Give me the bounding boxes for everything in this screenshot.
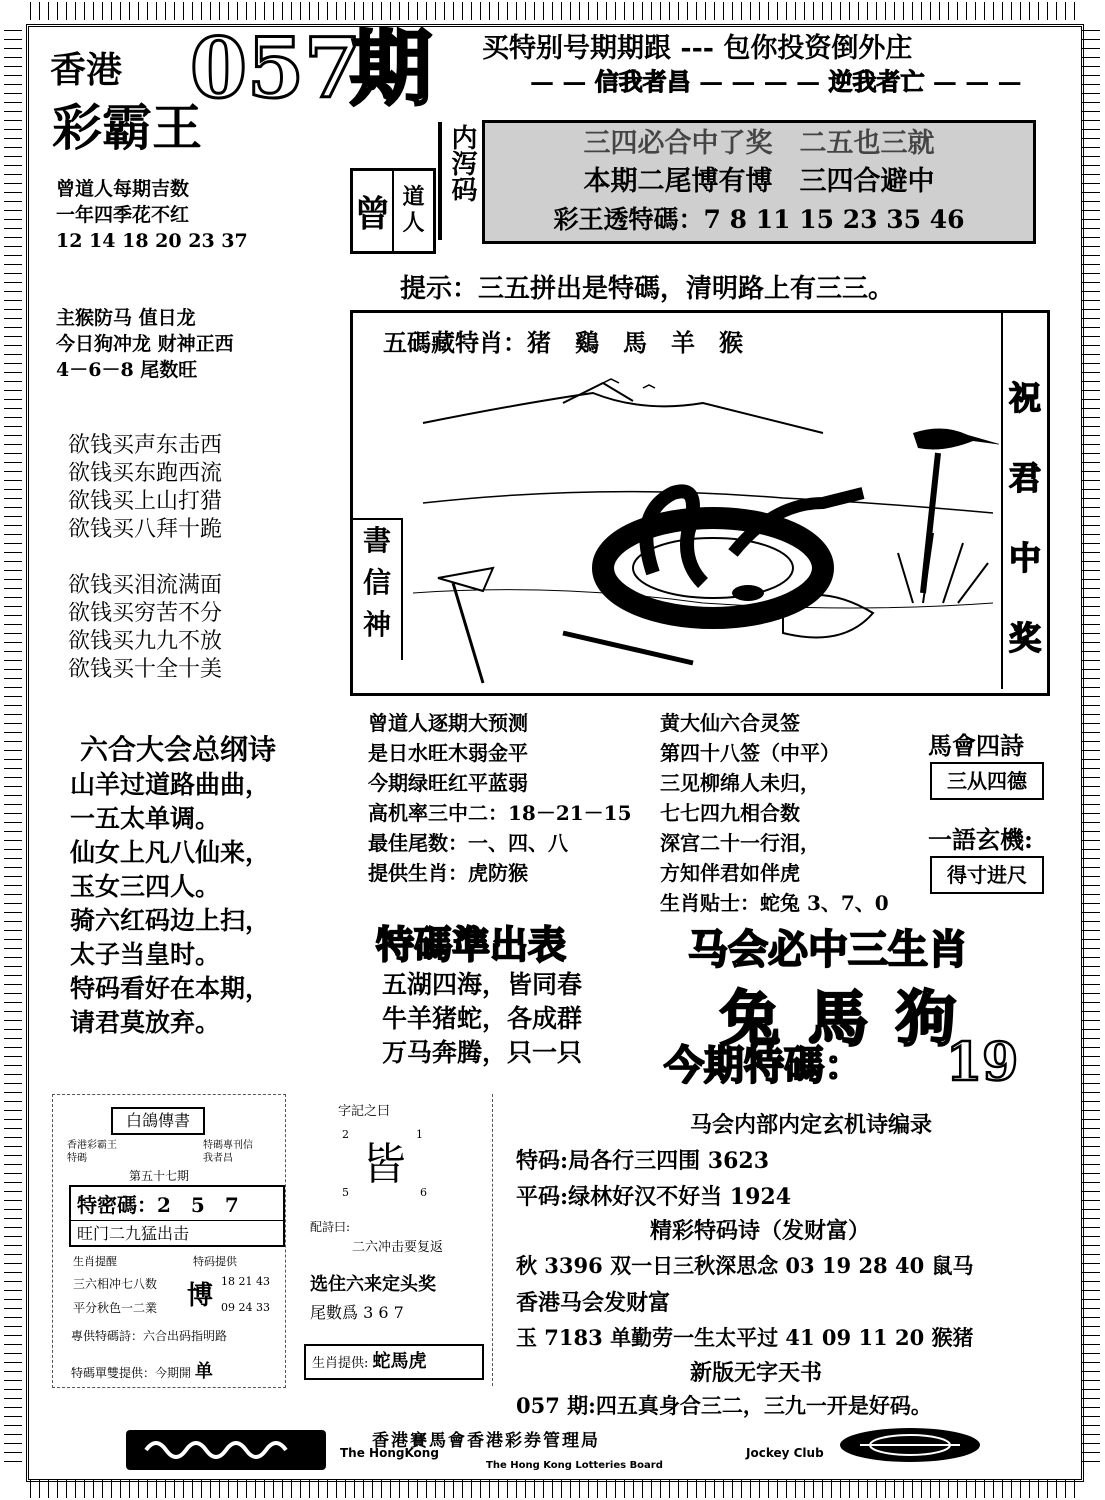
character-num: 5 xyxy=(342,1186,349,1199)
ticket-codes-line-1: 18 21 43 xyxy=(221,1275,270,1288)
seal-right-top: 道 xyxy=(402,185,425,210)
ticket-footer-2-value: 单 xyxy=(194,1361,213,1382)
character-num: 6 xyxy=(420,1186,427,1199)
oracle-line: 生肖贴士：蛇兔 3、7、0 xyxy=(660,891,889,915)
picture-box xyxy=(350,310,1050,696)
ticket-footer-1: 專供特碼詩：六合出码指明路 xyxy=(71,1329,228,1343)
internal-special: 特码:局各行三四围 3623 xyxy=(516,1148,770,1174)
bottom-border-ticks xyxy=(30,1480,1075,1498)
special-number-label: 今期特碼： xyxy=(664,1042,864,1089)
internal-sub-title-2: 新版无字天书 xyxy=(690,1360,823,1386)
ticket-special-value: 2 5 7 xyxy=(157,1193,239,1217)
ticket-code-label: 特码提供 xyxy=(193,1255,237,1268)
poem-line: 玉女三四人。 xyxy=(70,872,221,901)
prediction-block xyxy=(368,708,632,888)
oneword-value: 得寸进尺 xyxy=(930,856,1044,894)
ticket-big-char: 博 xyxy=(187,1281,214,1311)
riddle-line: 欲钱买八拜十跪 xyxy=(68,517,223,542)
horse-poem-title: 馬會四詩 xyxy=(928,731,1024,760)
picture-caption: 五碼藏特肖：猪 鷄 馬 羊 猴 xyxy=(383,328,743,357)
seal-stamp xyxy=(350,168,436,254)
seal-left-char: 曾 xyxy=(353,171,394,251)
poem-line: 仙女上凡八仙来， xyxy=(70,838,271,867)
ticket-zodiac-line-1: 三六相冲七八数 xyxy=(73,1277,158,1291)
right-side-char: 中 xyxy=(1009,539,1042,577)
ticket-phrase: 旺门二九猛出击 xyxy=(71,1220,283,1244)
ticket-left-note: 香港彩霸王特碼 xyxy=(67,1140,117,1164)
prediction-line: 高机率三中二：18－21－15 xyxy=(368,801,632,825)
character-num: 1 xyxy=(416,1128,423,1141)
tail-label: 尾數爲 xyxy=(310,1303,359,1322)
right-side-char: 君 xyxy=(1009,459,1042,497)
inner-code-label: 内泻码 xyxy=(447,124,477,202)
ticket-zodiac-line-2: 平分秋色一二業 xyxy=(73,1301,158,1315)
slogan-2-right: 逆我者亡 xyxy=(828,67,925,96)
issue-suffix: 期 xyxy=(350,21,433,117)
jockey-pick-zodiacs: 兔馬狗 xyxy=(720,985,984,1055)
left-line: 一年四季花不红 xyxy=(56,204,190,226)
prediction-line: 是日水旺木弱金平 xyxy=(368,741,528,765)
seal-right-bottom: 人 xyxy=(402,211,425,236)
money-riddle-block-2 xyxy=(68,572,222,684)
poem-line: 一五太单调。 xyxy=(70,804,221,833)
ticket-card xyxy=(52,1094,286,1388)
ticket-codes-line-2: 09 24 33 xyxy=(221,1301,270,1314)
internal-line-4: 057 期:四五真身合三二，三九一开是好码。 xyxy=(516,1393,932,1418)
jockey-logo-right xyxy=(840,1428,980,1462)
jockey-logo-left xyxy=(126,1430,326,1470)
ticket-zodiac-label: 生肖提醒 xyxy=(73,1255,117,1268)
inner-code-line-3: 彩王透特碼：7 8 11 15 23 35 46 xyxy=(553,205,965,234)
zodiac-provide-value: 蛇馬虎 xyxy=(372,1351,427,1372)
ticket-right-note: 特碼專刊信我者昌 xyxy=(203,1140,253,1164)
internal-line-1: 秋 3396 双一日三秋深思念 03 19 28 40 鼠马 xyxy=(516,1253,974,1278)
character-note-title: 字記之曰 xyxy=(338,1104,391,1119)
zodiac-provide-label: 生肖提供: xyxy=(312,1356,369,1371)
oracle-line: 第四十八签（中平） xyxy=(660,741,840,765)
oracle-line: 深宫二十一行泪， xyxy=(660,831,820,855)
special-table-line: 五湖四海，皆同春 xyxy=(382,970,583,999)
left-line: 4－6－8 尾数旺 xyxy=(56,359,198,381)
oracle-line: 方知伴君如伴虎 xyxy=(660,861,800,885)
character-poem-label: 配詩曰: xyxy=(310,1220,351,1234)
ticket-header: 白鴿傳書 xyxy=(111,1107,205,1135)
left-border-ticks xyxy=(4,30,22,1470)
footer-en-right: Jockey Club xyxy=(746,1446,824,1460)
brand-top: 香港 xyxy=(50,49,123,91)
internal-title: 马会内部内定玄机诗编录 xyxy=(690,1112,933,1138)
left-side-text: 書 信 神 xyxy=(362,524,391,641)
internal-sub-title: 精彩特码诗（发财富） xyxy=(650,1218,871,1244)
inner-code-line-1: 三四必合中了奖 二五也三就 xyxy=(583,128,935,159)
jockey-pick-title: 马会必中三生肖 xyxy=(688,926,968,973)
horse-poem-value: 三从四德 xyxy=(930,762,1044,800)
ticket-special-box xyxy=(69,1185,285,1247)
oracle-line: 黄大仙六合灵签 xyxy=(660,711,800,735)
ticket-footer-2-label: 特碼單雙提供：今期開 xyxy=(71,1366,192,1380)
poem-title: 六合大会总纲诗 xyxy=(80,733,277,766)
poem-body xyxy=(70,768,270,1040)
special-table-body xyxy=(382,968,582,1070)
left-line: 主猴防马 值日龙 xyxy=(56,307,196,329)
poem-line: 请君莫放弃。 xyxy=(70,1008,221,1037)
riddle-line: 欲钱买十全十美 xyxy=(68,657,223,682)
logo-swirl-icon xyxy=(126,1430,326,1470)
ticket-issue: 第五十七期 xyxy=(129,1169,190,1183)
oracle-line: 三见柳绵人未归， xyxy=(660,771,820,795)
tail-value: 3 6 7 xyxy=(363,1303,404,1322)
riddle-line: 欲钱买声东击西 xyxy=(68,433,223,458)
pick-title: 选住六来定头奖 xyxy=(310,1274,436,1295)
character-big: 皆 xyxy=(362,1139,406,1190)
ticket-special-label: 特密碼： xyxy=(77,1193,157,1217)
oracle-line: 七七四九相合数 xyxy=(660,801,800,825)
poem-line: 特码看好在本期， xyxy=(70,974,271,1003)
left-line: 今日狗冲龙 财神正西 xyxy=(56,333,234,355)
oneword-title: 一語玄機: xyxy=(928,825,1033,854)
riddle-line: 欲钱买东跑西流 xyxy=(68,461,223,486)
prediction-line: 最佳尾数：一、四、八 xyxy=(368,831,568,855)
riddle-line: 欲钱买九九不放 xyxy=(68,629,223,654)
poem-line: 太子当皇时。 xyxy=(70,940,221,969)
character-note xyxy=(296,1094,493,1386)
internal-line-3: 玉 7183 单勤劳一生太平过 41 09 11 20 猴猪 xyxy=(516,1325,974,1350)
footer-en-left: The HongKong xyxy=(340,1446,439,1460)
left-line: 12 14 18 20 23 37 xyxy=(56,230,248,252)
prediction-line: 曾道人逐期大预测 xyxy=(368,711,528,735)
top-border-ticks xyxy=(30,2,1075,20)
right-side-label xyxy=(1001,313,1047,689)
oracle-block xyxy=(660,708,889,918)
special-table-title: 特碼準出表 xyxy=(376,922,567,967)
riddle-line: 欲钱买穷苦不分 xyxy=(68,601,223,626)
slogan-2: — — 信我者昌 — — — — 逆我者亡 — — — xyxy=(530,67,1022,96)
prediction-line: 提供生肖：虎防猴 xyxy=(368,861,528,885)
poem-line: 山羊过道路曲曲， xyxy=(70,770,271,799)
lucky-numbers-block xyxy=(56,176,248,254)
hint-line: 提示：三五拼出是特碼，清明路上有三三。 xyxy=(400,274,895,304)
right-side-char: 祝 xyxy=(1009,379,1042,417)
inner-code-line-2: 本期二尾博有博 三四合避中 xyxy=(583,166,935,197)
riddle-line: 欲钱买上山打猎 xyxy=(68,489,223,514)
internal-flat: 平码:绿林好汉不好当 1924 xyxy=(516,1184,792,1210)
internal-line-2: 香港马会发财富 xyxy=(516,1290,671,1316)
prediction-line: 今期绿旺红平蓝弱 xyxy=(368,771,528,795)
footer-en-sub: The Hong Kong Lotteries Board xyxy=(486,1460,663,1471)
slogan-2-left: 信我者昌 xyxy=(594,67,691,96)
riddle-line: 欲钱买泪流满面 xyxy=(68,573,223,598)
right-border-ticks xyxy=(1082,30,1100,1470)
special-number-value: 19 xyxy=(946,1032,1019,1093)
brand-bottom: 彩霸王 xyxy=(52,98,202,157)
character-poem: 二六冲击要复返 xyxy=(352,1240,444,1255)
special-table-line: 万马奔腾，只一只 xyxy=(382,1038,583,1067)
footer-cn: 香港賽馬會香港彩券管理局 xyxy=(372,1431,600,1451)
money-riddle-block-1 xyxy=(68,432,222,544)
logo-emblem-icon xyxy=(840,1428,980,1462)
special-table-line: 牛羊猪蛇，各成群 xyxy=(382,1004,583,1033)
character-num: 2 xyxy=(342,1128,349,1141)
left-line: 曾道人每期吉数 xyxy=(56,178,190,200)
issue-number: 057 xyxy=(190,21,362,117)
slogan-1: 买特别号期期跟 --- 包你投资倒外庄 xyxy=(482,33,913,64)
snake-illustration xyxy=(403,363,999,687)
right-side-char: 奖 xyxy=(1009,619,1042,657)
poem-line: 骑六红码边上扫， xyxy=(70,906,271,935)
daily-zodiac-block xyxy=(56,305,234,383)
left-side-label xyxy=(353,518,403,660)
inner-code-box xyxy=(482,120,1036,244)
